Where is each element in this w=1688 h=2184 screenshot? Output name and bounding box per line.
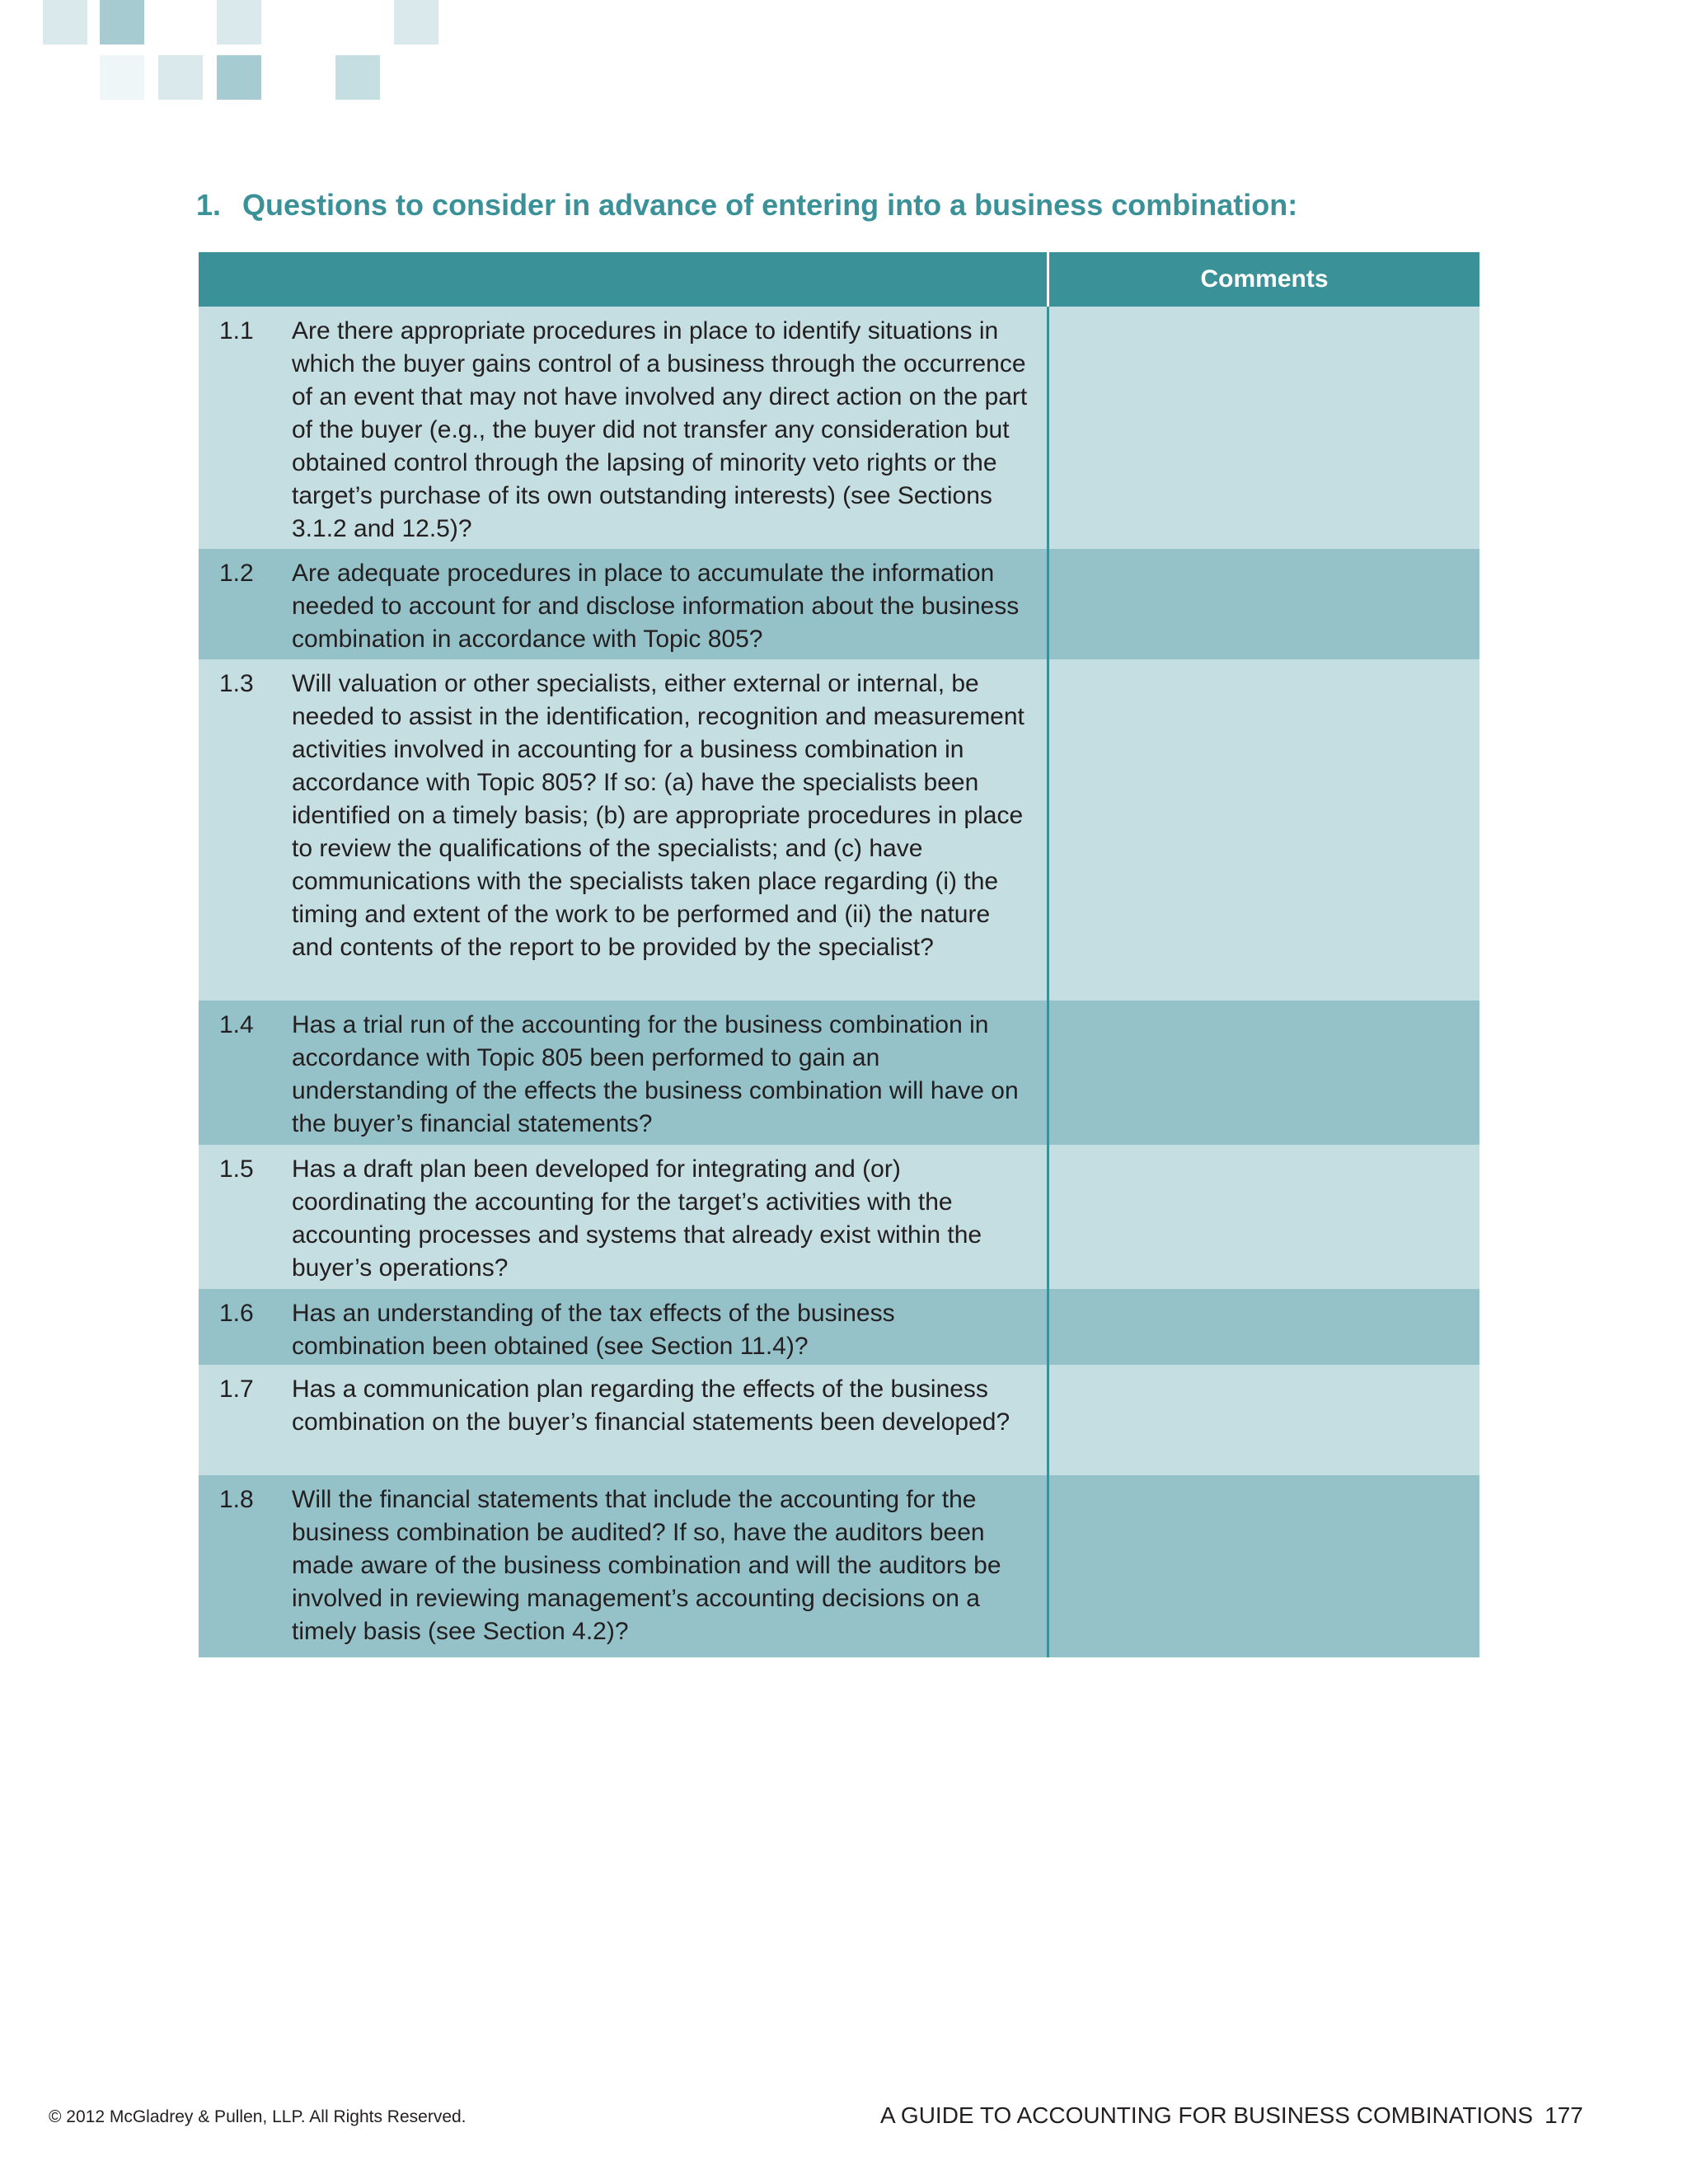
question-number: 1.5 [219,1155,254,1183]
section-number: 1. [196,188,222,222]
question-text: Are there appropriate procedures in place to identify situations in which the buyer gains control of a business through the occurrence of an event that may not have involved any direct action on the part of the buyer (e.g., the buyer did not transfer any consideration but obtained control through the lapsing of minority veto rights or the target’s purchase of its own outstanding interests) (see Sections 3.1.2 and 12.5)? [292,317,1028,542]
table-row [199,1289,1479,1365]
table-row [199,659,1479,1001]
question-cell [199,659,1047,1001]
question-text: Are adequate procedures in place to accumulate the information needed to account for and disclose information about the business combination in accordance with Topic 805? [292,560,1020,653]
question-cell [199,1289,1047,1365]
table-row [199,1145,1479,1289]
comment-cell[interactable] [1047,1145,1479,1289]
comment-cell[interactable] [1047,549,1479,659]
question-number: 1.7 [219,1376,254,1403]
question-cell [199,307,1047,549]
questions-header-cell [199,252,1049,307]
question-text: Will the financial statements that include the accounting for the business combination be audited? If so, have the auditors been made aware of the business combination and will the auditors be involved in reviewing management’s accounting decisions on a timely basis (see Section 4.2)? [292,1486,1001,1645]
question-number: 1.3 [219,670,254,697]
table-row [199,307,1479,549]
question-cell [199,1001,1047,1145]
comment-cell[interactable] [1047,1475,1479,1657]
question-text: Will valuation or other specialists, either external or internal, be needed to assist in the identification, recognition and measurement activities involved in accounting for a business combination in accordance with Topic 805? If so: (a) have the specialists been identified on a timely basis; (b) are appropriate procedures in place to review the qualifications of the specialists; and (c) have communications with the specialists taken place regarding (i) the timing and extent of the work to be performed and (ii) the nature and contents of the report to be provided by the specialist? [292,670,1025,961]
question-cell [199,1365,1047,1475]
question-text: Has an understanding of the tax effects of the business combination been obtained (see Section 11.4)? [292,1300,895,1360]
question-text: Has a trial run of the accounting for the business combination in accordance with Topic 805 been performed to gain an understanding of the effects the business combination will have on the buyer’s financial statements? [292,1011,1019,1137]
comment-cell[interactable] [1047,1365,1479,1475]
comments-header: Comments [1200,265,1329,293]
table-row [199,1001,1479,1145]
comment-cell[interactable] [1047,307,1479,549]
copyright-notice: © 2012 McGladrey & Pullen, LLP. All Rights Reserved. [49,2107,467,2126]
comment-cell[interactable] [1047,1289,1479,1365]
table-header [199,252,1479,307]
comment-cell[interactable] [1047,1001,1479,1145]
running-title: A GUIDE TO ACCOUNTING FOR BUSINESS COMBINATIONS [880,2102,1533,2128]
question-number: 1.8 [219,1486,254,1513]
question-text: Has a communication plan regarding the effects of the business combination on the buyer’s financial statements been developed? [292,1376,1010,1436]
question-number: 1.1 [219,317,254,344]
section-heading [196,188,1297,223]
question-number: 1.4 [219,1011,254,1038]
comment-cell[interactable] [1047,659,1479,1001]
question-text: Has a draft plan been developed for integrating and (or) coordinating the accounting for the target’s activities with the accounting processes and systems that already exist within the buyer’s operations? [292,1155,982,1282]
table-row [199,549,1479,659]
table-row [199,1475,1479,1657]
checklist-table [199,252,1479,1657]
page-number: 177 [1545,2102,1583,2128]
question-number: 1.6 [219,1300,254,1327]
section-title: Questions to consider in advance of entering into a business combination: [242,188,1298,222]
table-row [199,1365,1479,1475]
question-cell [199,1475,1047,1657]
question-cell [199,1145,1047,1289]
question-number: 1.2 [219,560,254,587]
question-cell [199,549,1047,659]
